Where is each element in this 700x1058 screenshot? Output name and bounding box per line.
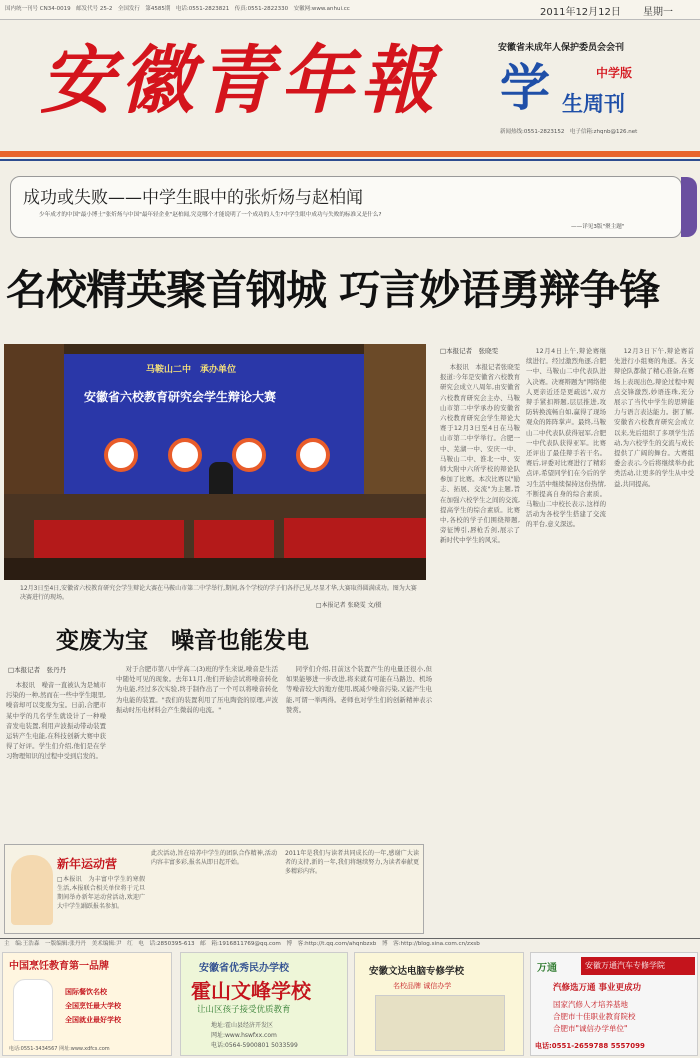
masthead-rule bbox=[0, 151, 700, 157]
masthead-rule-thin bbox=[0, 159, 700, 161]
supplement-edition-tag: 中学版 bbox=[596, 66, 633, 80]
ad-wenda-school[interactable] bbox=[354, 952, 524, 1056]
main-article-text2: 12月4日上午,辩论赛继续进行。经过激烈角逐,合肥一中、马鞍山二中代表队进入决赛。决赛辩题为"网络使人更亲近还是更疏远",双方辩手紧扣辩题,层层推进,攻防转换流畅自如,赢得了现场观众的阵阵掌声。最终,马鞍山二中代表队获得冠军,合肥一中代表队获得亚军。比赛还评出了最佳辩手若干名。赛后,评委对比赛进行了精彩点评,希望同学们在今后的学习生活中继续保持这份热情,不断提高自身的综合素质。马鞍山二中校长表示,这样的活动为各校学生搭建了交流的平台,意义深远。 bbox=[526, 347, 606, 529]
table-left bbox=[34, 520, 184, 560]
second-byline: □本报记者 张丹丹 bbox=[8, 666, 67, 674]
table-right bbox=[284, 518, 426, 560]
main-article-text3: 12月3日下午,辩论赛首先进行小组赛的角逐。各支辩论队都做了精心准备,在赛场上表现出色,辩论过程中观点交锋激烈,妙语连珠,充分展示了当代中学生的思辨能力与语言表达能力。据了解,安徽省六校教育研究会成立以来,先后组织了多项学生活动,为六校学生的交流与成长提供了广阔的舞台。大赛组委会表示,今后将继续举办此类活动,让更多的学生从中受益,共同提高。 bbox=[614, 347, 694, 488]
banner-source: ——详见3版"聚主题" bbox=[571, 224, 625, 230]
photo-backdrop-right bbox=[364, 344, 426, 494]
ad4-phone: 电话:0551-2659788 5557099 bbox=[535, 1042, 645, 1050]
ad1-title: 中国烹饪教育第一品牌 bbox=[9, 961, 109, 972]
sponsor-line: 安徽省未成年人保护委员会会刊 bbox=[498, 43, 625, 53]
ad2-phone: 电话:0564-5900801 5033599 bbox=[211, 1042, 298, 1049]
ad1-phone: 电话:0551-3434567 网址:www.xdfcs.com bbox=[9, 1046, 110, 1052]
ad2-head: 安徽省优秀民办学校 bbox=[199, 963, 289, 974]
banner-headline: 成功或失败——中学生眼中的张炘炀与赵柏闻 bbox=[23, 188, 363, 208]
ad-huoshan-school[interactable] bbox=[180, 952, 348, 1056]
table-center bbox=[194, 520, 274, 560]
second-article-col1 bbox=[6, 680, 106, 830]
ad2-web: 网址:www.hswfxx.com bbox=[211, 1032, 277, 1039]
main-article-col2 bbox=[526, 346, 606, 934]
issue-weekday: 星期一 bbox=[643, 7, 673, 18]
second-article-text1: 本报讯 噪音一直被认为是城市污染的一种,然而在一些中学生眼里,噪音却可以变废为宝。日前,合肥市某中学的几名学生就设计了一种噪音发电装置,利用声波振动带动装置运转产生电能,在科技创新大赛中获得了好评。学生们介绍,他们是在学习物理知识的过程中受到启发的。 bbox=[6, 681, 106, 761]
promo-title: 新年运动营 bbox=[57, 857, 118, 871]
second-article-text2: 对于合肥市第八中学高二(3)班的学生来说,噪音是生活中随处可见的现象。去年11月,他们开始尝试将噪音转化为电能,经过多次实验,终于制作出了一个可以将噪音转化为电能的装置。"我们的装置利用了压电陶瓷的原理,声波振动时压电材料会产生微弱的电流。" bbox=[116, 665, 278, 714]
stage-emblem-4 bbox=[296, 438, 330, 472]
event-photo bbox=[4, 344, 426, 580]
ad1-line2: 全国烹饪最大学校 bbox=[65, 1002, 121, 1010]
promo-text2: 此次活动,旨在培养中学生的团队合作精神,活动内容丰富多彩,报名从即日起开始。 bbox=[151, 850, 277, 866]
stage-emblem-2 bbox=[168, 438, 202, 472]
ad4-line4: 合肥市"诚信办学单位" bbox=[553, 1024, 628, 1033]
supplement-big-char: 学 bbox=[500, 59, 550, 117]
stage-emblem-1 bbox=[104, 438, 138, 472]
ad4-line2: 国家汽修人才培养基地 bbox=[553, 1000, 628, 1009]
banner-subline: 少年成才的中国"最小博士"张炘炀与中国"最年轻企业"赵柏闻,究竟哪个才能说明了一个成功的人生?中学生眼中成功与失败的标准又是什么? bbox=[39, 212, 382, 218]
promo-text1: □本报讯 为丰富中学生的寒假生活,本报联合相关单位将于元旦期间举办新年运动营活动,欢迎广大中学生踊跃报名参加。 bbox=[57, 876, 145, 910]
main-article-byline: □本报记者 张晓雯 bbox=[440, 347, 499, 355]
contact-line: 新闻热线:0551-2823152 电子信箱:zhqnb@126.net bbox=[500, 129, 638, 135]
teaser-banner[interactable] bbox=[10, 176, 682, 238]
promo-text3: 2011年是我们与读者共同成长的一年,感谢广大读者的支持,新的一年,我们将继续努力,为读者奉献更多精彩内容。 bbox=[285, 850, 419, 875]
audience-row bbox=[4, 558, 426, 580]
chef-figure bbox=[13, 979, 53, 1041]
second-headline: 变废为宝 噪音也能发电 bbox=[56, 627, 309, 654]
ad2-addr: 地址:霍山县经济开发区 bbox=[211, 1022, 274, 1029]
stage-banner-top: 马鞍山二中 承办单位 bbox=[146, 365, 237, 375]
ad3-title: 安徽文达电脑专修学校 bbox=[369, 966, 465, 977]
stage-banner-title: 安徽省六校教育研究会学生辩论大赛 bbox=[84, 390, 277, 404]
ad-cooking-school[interactable] bbox=[2, 952, 172, 1056]
banner-accent bbox=[681, 177, 697, 237]
issue-date: 2011年12月12日 bbox=[540, 7, 621, 18]
ad4-line3: 合肥市十佳职业教育院校 bbox=[553, 1012, 636, 1021]
supplement-name: 生周刊 bbox=[562, 92, 625, 116]
ad-wantong-auto[interactable] bbox=[530, 952, 698, 1056]
ad2-slogan: 让山区孩子接受优质教育 bbox=[197, 1005, 291, 1015]
publication-info: 国内统一刊号 CN34-0019 邮发代号 25-2 全国发行 第4585期 电话:0551-2823821 传真:0551-2822330 安徽网:www.anhui.cc bbox=[5, 6, 350, 12]
stage-emblem-3 bbox=[232, 438, 266, 472]
footer-rule bbox=[0, 938, 700, 939]
second-article-col2 bbox=[116, 664, 278, 830]
ad3-building bbox=[375, 995, 505, 1051]
photo-caption: 12月3日至4日,安徽省六校教育研究会学生辩论大赛在马鞍山市第二中学举行,期间,各个学校的学子们各抒己见,尽显才华,大赛取得圆满成功。图为大赛决赛进行的现场。 bbox=[20, 585, 417, 601]
main-headline: 名校精英聚首钢城 巧言妙语勇辩争锋 bbox=[6, 266, 660, 314]
ad4-line1: 汽修选万通 事业更成功 bbox=[553, 983, 641, 993]
ad2-name: 霍山文峰学校 bbox=[191, 979, 311, 1003]
ad4-title: 安徽万通汽车专修学院 bbox=[585, 961, 665, 970]
photo-credit: □本报记者 张晓雯 文/摄 bbox=[316, 602, 382, 609]
ad1-line3: 全国就业最好学校 bbox=[65, 1016, 121, 1024]
ad1-line1: 国际餐饮名校 bbox=[65, 988, 107, 996]
promo-illustration bbox=[11, 855, 53, 925]
footer-credits: 主 编:王浩森 一版编辑:张丹丹 美术编辑:尹 红 电 话:2850395-613 邮 箱:1916811769@qq.com 博 客:http://t.qq.com/ahqnbzxb 博 客:http://blog.sina.com.cn/zxsb bbox=[4, 941, 480, 947]
masthead-title: 安徽青年報 bbox=[40, 38, 440, 124]
main-article-text1: 本报讯 本报记者张晓雯报道:今年是安徽省六校教育研究会成立八周年,由安徽省六校教育研究会主办、马鞍山市第二中学承办的安徽省六校教育研究会学生辩论大赛于12月3日至4日在马鞍山市第二中学举行。合肥一中、芜湖一中、安庆一中、马鞍山二中、淮北一中、安师大附中六所学校的辩论队参加了比赛。本次比赛以"励志、拓展、交流"为主题,旨在加强六校学生之间的交流,提高学生的综合素质。比赛中,各校的学子们围绕辩题,旁征博引,唇枪舌剑,展示了新时代中学生的风采。 bbox=[440, 363, 520, 545]
main-article-col3 bbox=[614, 346, 694, 934]
ad4-logo: 万通 bbox=[537, 963, 557, 974]
second-article-text3: 同学们介绍,目前这个装置产生的电量还很小,但如果能够进一步改进,将来就有可能在马路边、机场等噪音较大的地方使用,既减少噪音污染,又能产生电能,可谓一举两得。老师也对学生们的创新精神表示赞赏。 bbox=[286, 665, 432, 714]
top-info-bar bbox=[0, 0, 700, 20]
supplement-logo bbox=[498, 58, 688, 122]
second-article-col3 bbox=[286, 664, 432, 830]
ad3-sub: 名校品牌 诚信办学 bbox=[393, 982, 452, 990]
main-article-col1 bbox=[440, 362, 520, 934]
promo-box bbox=[4, 844, 424, 934]
